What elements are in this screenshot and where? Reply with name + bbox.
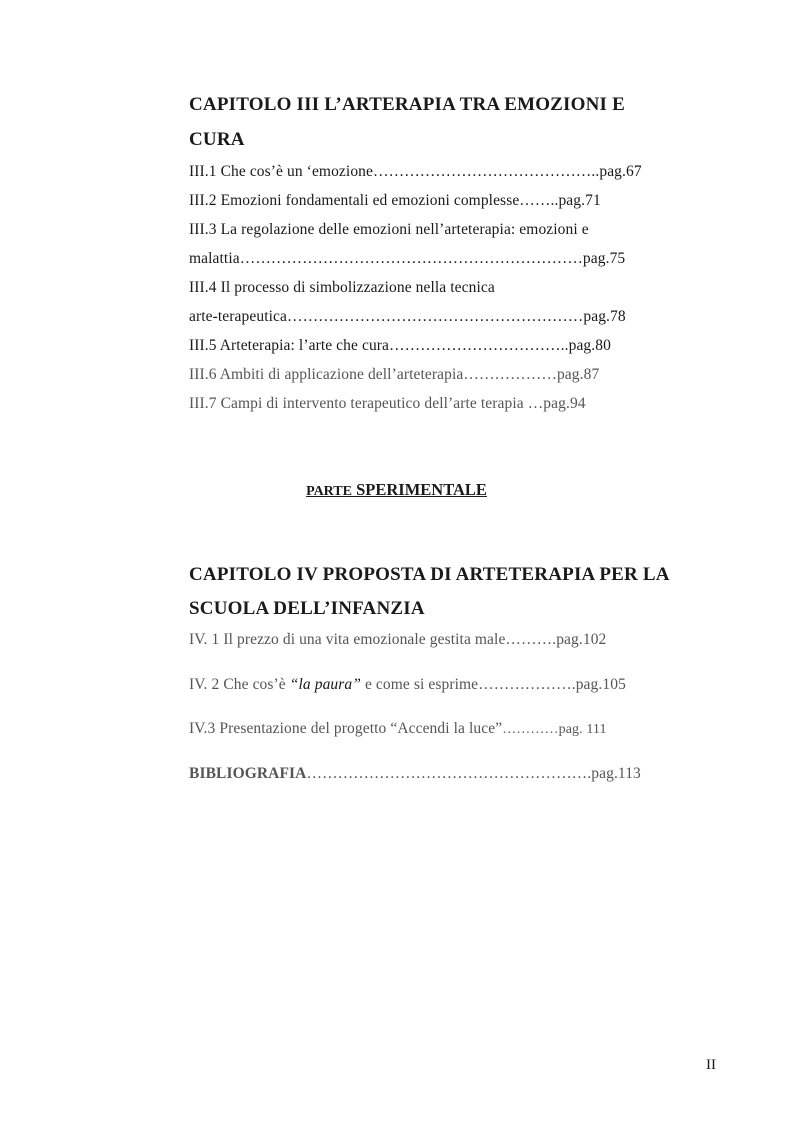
toc-entry: III.3 La regolazione delle emozioni nell’arteterapia: emozioni e: [189, 221, 589, 238]
toc-entry-italic: “la paura”: [289, 676, 361, 693]
toc-entry-text: IV.3 Presentazione del progetto “Accendi la luce”: [189, 720, 503, 737]
toc-entry: III.6 Ambiti di applicazione dell’arteterapia………………pag.87: [189, 366, 600, 383]
parte-word: PARTE: [306, 484, 352, 499]
toc-entry: IV. 1 Il prezzo di una vita emozionale gestita male……….pag.102: [189, 631, 607, 648]
toc-entry: III.1 Che cos’è un ‘emozione……………………………………..pag.67: [189, 163, 642, 180]
chapter-4-title-line-1: CAPITOLO IV PROPOSTA DI ARTETERAPIA PER LA: [189, 564, 670, 585]
toc-entry: arte-terapeutica…………………………………………………pag.78: [189, 308, 626, 325]
toc-entry-bibliografia: [189, 765, 641, 783]
toc-entry: III.2 Emozioni fondamentali ed emozioni complesse……..pag.71: [189, 192, 601, 209]
toc-entry: malattia…………………………………………………………pag.75: [189, 250, 626, 267]
chapter-3-title-line-1: CAPITOLO III L’ARTERAPIA TRA EMOZIONI E: [189, 94, 625, 115]
bibliografia-leader: ……………………………………………….pag.113: [306, 765, 641, 782]
toc-entry: [189, 720, 607, 738]
toc-entry-dots: …………: [502, 722, 559, 737]
toc-entry-text: e come si esprime……………….pag.105: [360, 676, 626, 693]
toc-entry: III.5 Arteterapia: l’arte che cura……………………………..pag.80: [189, 337, 611, 354]
section-heading-parte-sperimentale: [0, 480, 793, 500]
bibliografia-label: BIBLIOGRAFIA: [189, 765, 307, 782]
chapter-4-title-line-2: SCUOLA DELL’INFANZIA: [189, 598, 425, 619]
toc-entry-page: pag. 111: [558, 722, 607, 737]
sperimentale-word: SPERIMENTALE: [351, 480, 487, 499]
toc-entry: III.4 Il processo di simbolizzazione nella tecnica: [189, 279, 495, 296]
toc-entry: III.7 Campi di intervento terapeutico dell’arte terapia …pag.94: [189, 395, 586, 412]
page-number: II: [706, 1057, 716, 1073]
toc-entry-text: IV. 2 Che cos’è: [189, 676, 290, 693]
toc-entry: [189, 676, 626, 694]
chapter-3-title-line-2: CURA: [189, 129, 245, 150]
